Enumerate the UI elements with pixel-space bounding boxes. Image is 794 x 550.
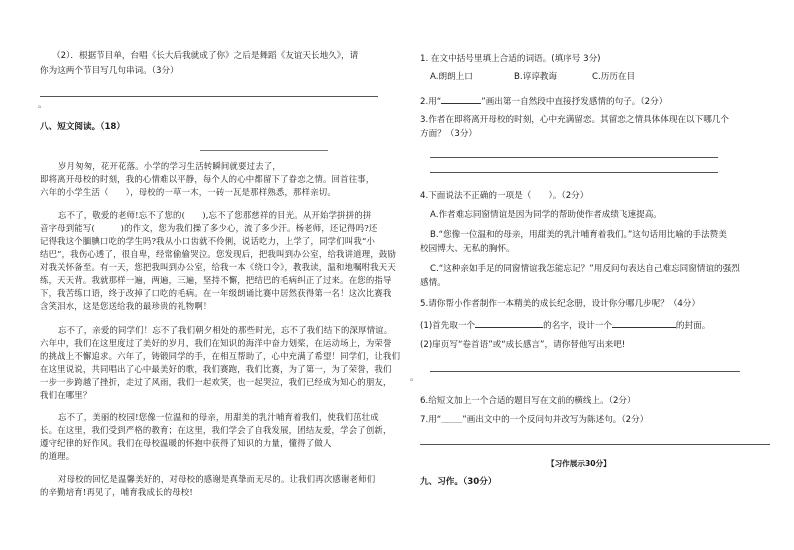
title-blank-line[interactable] <box>200 150 328 151</box>
question-3-line2: 方面？（3分） <box>420 129 478 139</box>
question-4-option-a: A.作者难忘同窗情谊是因为同学的帮助使作者成绩飞速提高。 <box>430 210 662 220</box>
answer-line[interactable] <box>40 96 378 97</box>
underline-sample <box>441 94 481 104</box>
passage-line: 记得我这个腼腆口吃的学生吗?我从小口齿就不伶俐，说话吃力，上学了，同学们叫我“小 <box>40 236 376 246</box>
question-2-prefix: 2.用“ <box>420 97 442 107</box>
question-2 <box>420 94 667 108</box>
writing-banner: 【习作展示30分】 <box>547 459 611 468</box>
passage-line: 结巴”，我伤心透了，很自卑，经常偷偷哭泣。您发现后，把我叫到办公室，给我讲道理，鼓励 <box>40 249 397 259</box>
answer-line[interactable] <box>430 157 718 158</box>
question-4-option-b-line2: 校园博大、无私的胸怀。 <box>420 244 515 254</box>
question-4-option-c-line2: 感情。 <box>420 278 446 288</box>
passage-line: 忘不了，亲爱的同学们！忘不了我们朝夕相处的那些时光，忘不了我们结下的深厚情谊。 <box>58 325 393 335</box>
question-5-1 <box>420 318 710 332</box>
option-a: A.朗朗上口 <box>430 72 473 82</box>
question-5-2: (2)扉页写“卷首语”或“成长感言”，请你替他写出来吧! <box>420 340 626 350</box>
answer-line[interactable] <box>430 371 740 372</box>
passage-line: 忘不了，美丽的校园!您像一位温和的母亲，用甜美的乳汁哺育着我们，使我们茁壮成 <box>58 412 379 422</box>
wavy-line-sample: ﹏﹏﹏ <box>441 416 463 424</box>
option-b: B.谆谆教诲 <box>514 72 558 82</box>
passage-line: 音字母到能写( )的作文，您为我们操了多少心，流了多少汗。杨老师，还记得吗?还 <box>40 223 378 233</box>
passage-line: 长。在这里，我们受到严格的教育；在这里，我们学会了自我发展，团结友爱，学会了创新， <box>40 425 392 435</box>
passage-line: 含笑泪水，这是您送给我的最珍贵的礼物啊！ <box>40 301 212 311</box>
passage-line: 岁月匆匆，花开花落。小学的学习生活转瞬间就要过去了， <box>58 161 281 171</box>
question-3-line1: 3.作者在即将离开母校的时刻，心中充满留恋。其留恋之情具体体现在以下哪几个 <box>420 115 729 125</box>
question-7-suffix: ”画出文中的一个反问句并改写为陈述句。（2分） <box>462 415 649 425</box>
answer-line[interactable] <box>430 172 718 173</box>
question-5-1-b: 的名字，设计一个 <box>543 321 612 331</box>
question-5-1-a: (1)首先取一个 <box>420 321 476 331</box>
period-mark: 。 <box>38 100 47 110</box>
question-7-prefix: 7.用“ <box>420 415 442 425</box>
passage-line: 的道理。 <box>40 451 75 461</box>
question-6: 6.给短文加上一个合适的题目写在文前的横线上。（2分） <box>420 396 636 406</box>
question-7-2-line2: 你为这两个节目写几句串词。（3分） <box>40 66 179 76</box>
question-4: 4.下面说法不正确的一项是（ ）。（2分） <box>420 191 589 201</box>
passage-line: 的挑战上不懈追求。六年了，铸锻同学的手，在相互帮助了，心中充满了希望！同学们，让我们 <box>40 351 401 361</box>
option-c: C.历历在目 <box>592 72 636 82</box>
question-1: 1. 在文中括号里填上合适的词语。(填序号 3分) <box>420 54 601 64</box>
passage-line: 六年中，我们在这里度过了美好的岁月，我们在知识的海洋中奋力划桨，在运动场上，为荣誉 <box>40 338 392 348</box>
section-9-title: 九、习作。（30分） <box>420 477 497 487</box>
passage-line: 对母校的回忆是温馨美好的，对母校的感谢是真挚而无尽的。让我们再次感谢老师们 <box>58 474 376 484</box>
passage-line: 在这里说说，共同唱出了心中最美好的歌，我们赛跑，我们比赛，为了第一，为了荣誉，我们 <box>40 364 392 374</box>
question-4-option-b-line1: B.“您像一位温和的母亲，用甜美的乳汁哺育着我们。”这句话用比喻的手法赞美 <box>430 230 727 240</box>
passage-line: 一步一步跨越了挫折，走过了风雨，我们一起欢笑，也一起哭泣，我们已经成为知心的朋友， <box>40 377 392 387</box>
question-7 <box>420 414 648 426</box>
question-4-option-c-line1: C.“这种亲如手足的同窗情谊我怎能忘记？”用反问句表达自己难忘同窗情谊的强烈 <box>430 264 740 274</box>
name-blank[interactable] <box>475 318 543 328</box>
passage-line: 遵守纪律的好作风。我们在母校温暖的怀抱中获得了知识的力量，懂得了做人 <box>40 438 332 448</box>
passage-line: 练，天天背。我就那样一遍，两遍，三遍，坚持不懈，把结巴的毛病纠正了过来。在您的指导 <box>40 275 392 285</box>
passage-line: 我们在哪里？ <box>40 390 92 400</box>
passage-line: 忘不了，敬爱的老师!忘不了您的( ),忘不了您那慈祥的目光。从开始学拼拼的拼 <box>58 210 372 220</box>
question-5-1-c: 的封面。 <box>675 321 711 331</box>
section-8-title: 八、短文阅读。（18） <box>40 122 126 132</box>
passage-line: 下，我苦练口语，终于改掉了口吃的毛病。在一年级朗诵比赛中居然获得第一名！这次比赛我 <box>40 288 392 298</box>
passage-line: 即将离开母校的时刻，我的心情难以平静，每个人的心中都留下了眷恋之情。回首往事， <box>40 174 375 184</box>
period-mark: 。 <box>410 373 419 383</box>
passage-line: 六年的小学生活（ ），母校的一草一木，一砖一瓦是那样熟悉，那样亲切。 <box>40 187 336 197</box>
question-2-suffix: ”画出第一自然段中直接抒发感情的句子。（2分） <box>481 97 668 107</box>
question-5: 5.请你帮小作者制作一本精美的成长纪念册，设计你分哪几步呢？（4分） <box>420 299 701 309</box>
question-7-2-line1: （2）．根据节目单，台唱《长大后我就成了你》之后是舞蹈《友谊天长地久》，请 <box>52 51 359 61</box>
passage-line: 的辛勤培育!再见了，哺育我成长的母校! <box>40 487 193 497</box>
cover-blank[interactable] <box>612 318 676 328</box>
passage-line: 对我关怀备至。有一天，您把我叫到办公室，给我一本《绕口令》，教我读，温和地嘱咐我天天 <box>40 262 396 272</box>
answer-line[interactable] <box>420 444 770 445</box>
